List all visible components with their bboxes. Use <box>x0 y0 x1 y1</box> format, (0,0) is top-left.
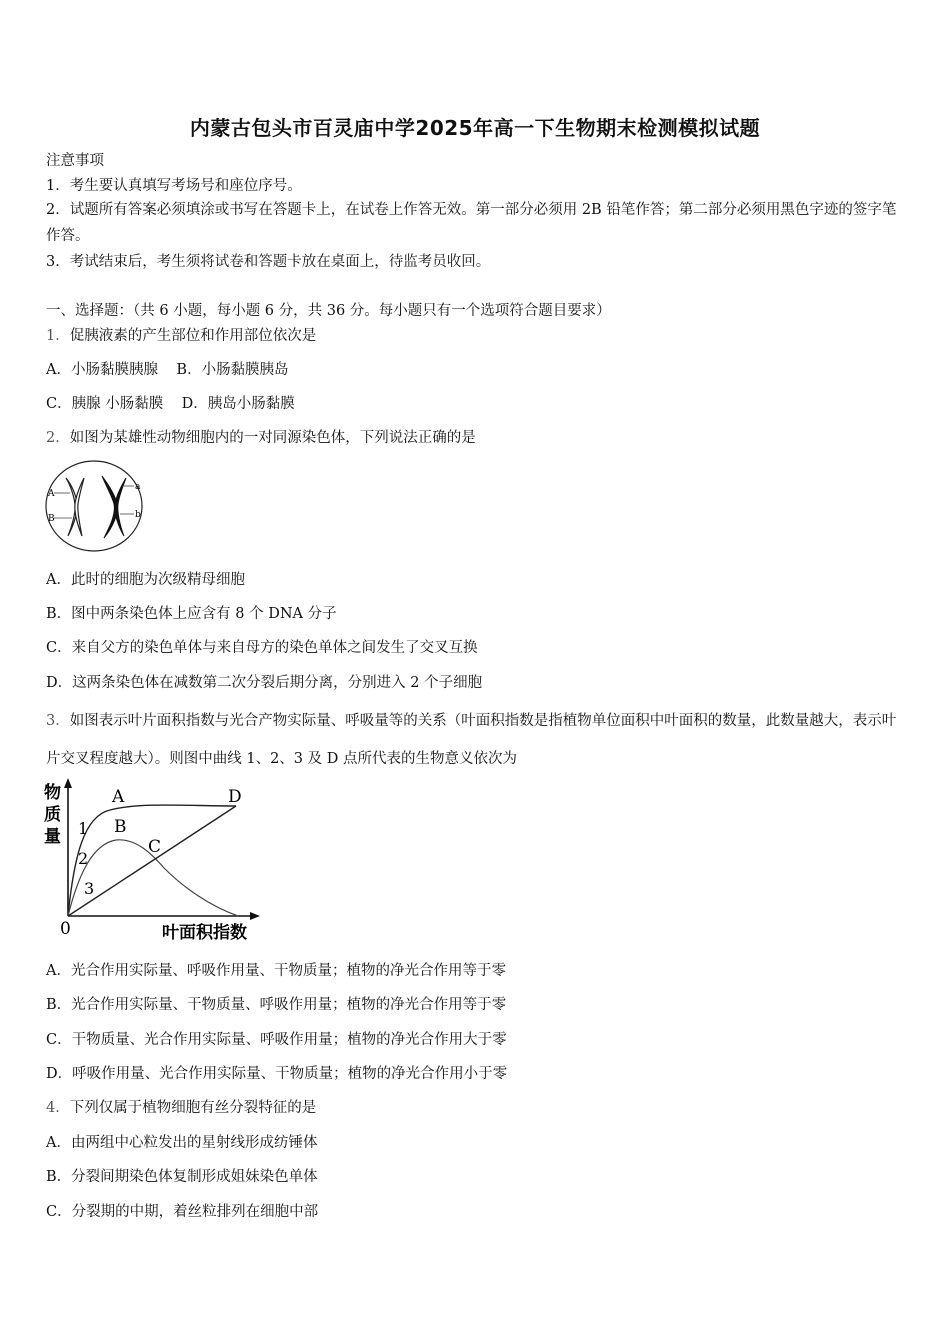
x-axis-arrow <box>250 912 260 920</box>
curve-3-number: 3 <box>84 879 95 898</box>
label-a: a <box>135 482 141 492</box>
point-A: A <box>112 787 125 807</box>
q2-option-d: D．这两条染色体在减数第二次分裂后期分离，分别进入 2 个子细胞 <box>46 675 483 691</box>
q4-option-a: A．由两组中心粒发出的星射线形成纺锤体 <box>46 1135 318 1151</box>
notice-heading: 注意事项 <box>46 153 104 169</box>
y-axis-arrow <box>64 778 72 788</box>
question-number: 1． <box>46 328 70 344</box>
question-stem: 促胰液素的产生部位和作用部位依次是 <box>69 328 317 344</box>
ylabel-char-1: 物 <box>44 783 61 803</box>
homologous-chromosome-figure <box>44 456 148 556</box>
question-stem: 如图表示叶片面积指数与光合产物实际量、呼吸量等的关系（叶面积指数是指植物单位面积中叶面积的数量，此数量越大，表示叶片交叉程度越大）。则图中曲线 1、2、3 及 D 点所代表的生物意义依次为 <box>46 713 897 767</box>
q2-option-b: B．图中两条染色体上应含有 8 个 DNA 分子 <box>46 606 337 622</box>
q4-option-b: B．分裂间期染色体复制形成姐妹染色单体 <box>46 1169 318 1185</box>
origin-label: 0 <box>60 919 71 939</box>
ylabel-char-2: 质 <box>44 805 61 825</box>
q3-option-c: C．干物质量、光合作用实际量、呼吸作用量；植物的净光合作用大于零 <box>46 1032 507 1048</box>
question-4 <box>46 1098 316 1118</box>
q2-option-c: C．来自父方的染色单体与来自母方的染色单体之间发生了交叉互换 <box>46 640 478 656</box>
q2-option-a: A．此时的细胞为次级精母细胞 <box>46 572 245 588</box>
question-number: 4． <box>46 1100 70 1116</box>
q1-options-cd: C．胰腺 小肠黏膜 D．胰岛小肠黏膜 <box>46 396 295 412</box>
label-B: B <box>48 514 55 524</box>
cell-membrane-outline <box>46 461 142 551</box>
question-3 <box>46 702 908 778</box>
q3-option-d: D．呼吸作用量、光合作用实际量、干物质量；植物的净光合作用小于零 <box>46 1066 508 1082</box>
q1-options-ab: A．小肠黏膜胰腺 B．小肠黏膜胰岛 <box>46 362 289 378</box>
curve-2-number: 2 <box>78 849 89 868</box>
x-axis-label: 叶面积指数 <box>162 923 247 943</box>
question-stem: 如图为某雄性动物细胞内的一对同源染色体，下列说法正确的是 <box>69 430 476 446</box>
notice-item-2: 2．试题所有答案必须填涂或书写在答题卡上，在试卷上作答无效。第一部分必须用 2B 铅笔作答；第二部分必须用黑色字迹的签字笔作答。 <box>46 202 897 244</box>
q3-option-b: B．光合作用实际量、干物质量、呼吸作用量；植物的净光合作用等于零 <box>46 997 507 1013</box>
ylabel-char-3: 量 <box>44 827 61 847</box>
question-number: 3． <box>46 713 70 729</box>
chromosome-left <box>66 478 84 536</box>
notice-item-3: 3．考试结束后，考生须将试卷和答题卡放在桌面上，待监考员收回。 <box>46 254 491 270</box>
question-number: 2． <box>46 430 70 446</box>
point-D: D <box>228 787 242 807</box>
q3-option-a: A．光合作用实际量、呼吸作用量、干物质量；植物的净光合作用等于零 <box>46 963 506 979</box>
question-2 <box>46 428 476 448</box>
label-A: A <box>48 489 55 499</box>
chromosome-right <box>102 476 126 538</box>
notice-item-1: 1．考生要认真填写考场号和座位序号。 <box>46 178 302 194</box>
question-1 <box>46 326 316 346</box>
point-C: C <box>148 837 162 857</box>
curve-1-number: 1 <box>78 819 89 838</box>
q4-option-c: C．分裂期的中期，着丝粒排列在细胞中部 <box>46 1204 319 1220</box>
curve-3 <box>68 806 236 916</box>
document-title: 内蒙古包头市百灵庙中学2025年高一下生物期末检测模拟试题 <box>189 116 761 140</box>
point-B: B <box>114 817 127 837</box>
section-heading: 一、选择题：（共 6 小题，每小题 6 分，共 36 分。每小题只有一个选项符合题目要求） <box>46 303 611 319</box>
question-stem: 下列仅属于植物细胞有丝分裂特征的是 <box>69 1100 317 1116</box>
leaf-area-chart <box>40 776 266 946</box>
label-b: b <box>135 510 141 520</box>
